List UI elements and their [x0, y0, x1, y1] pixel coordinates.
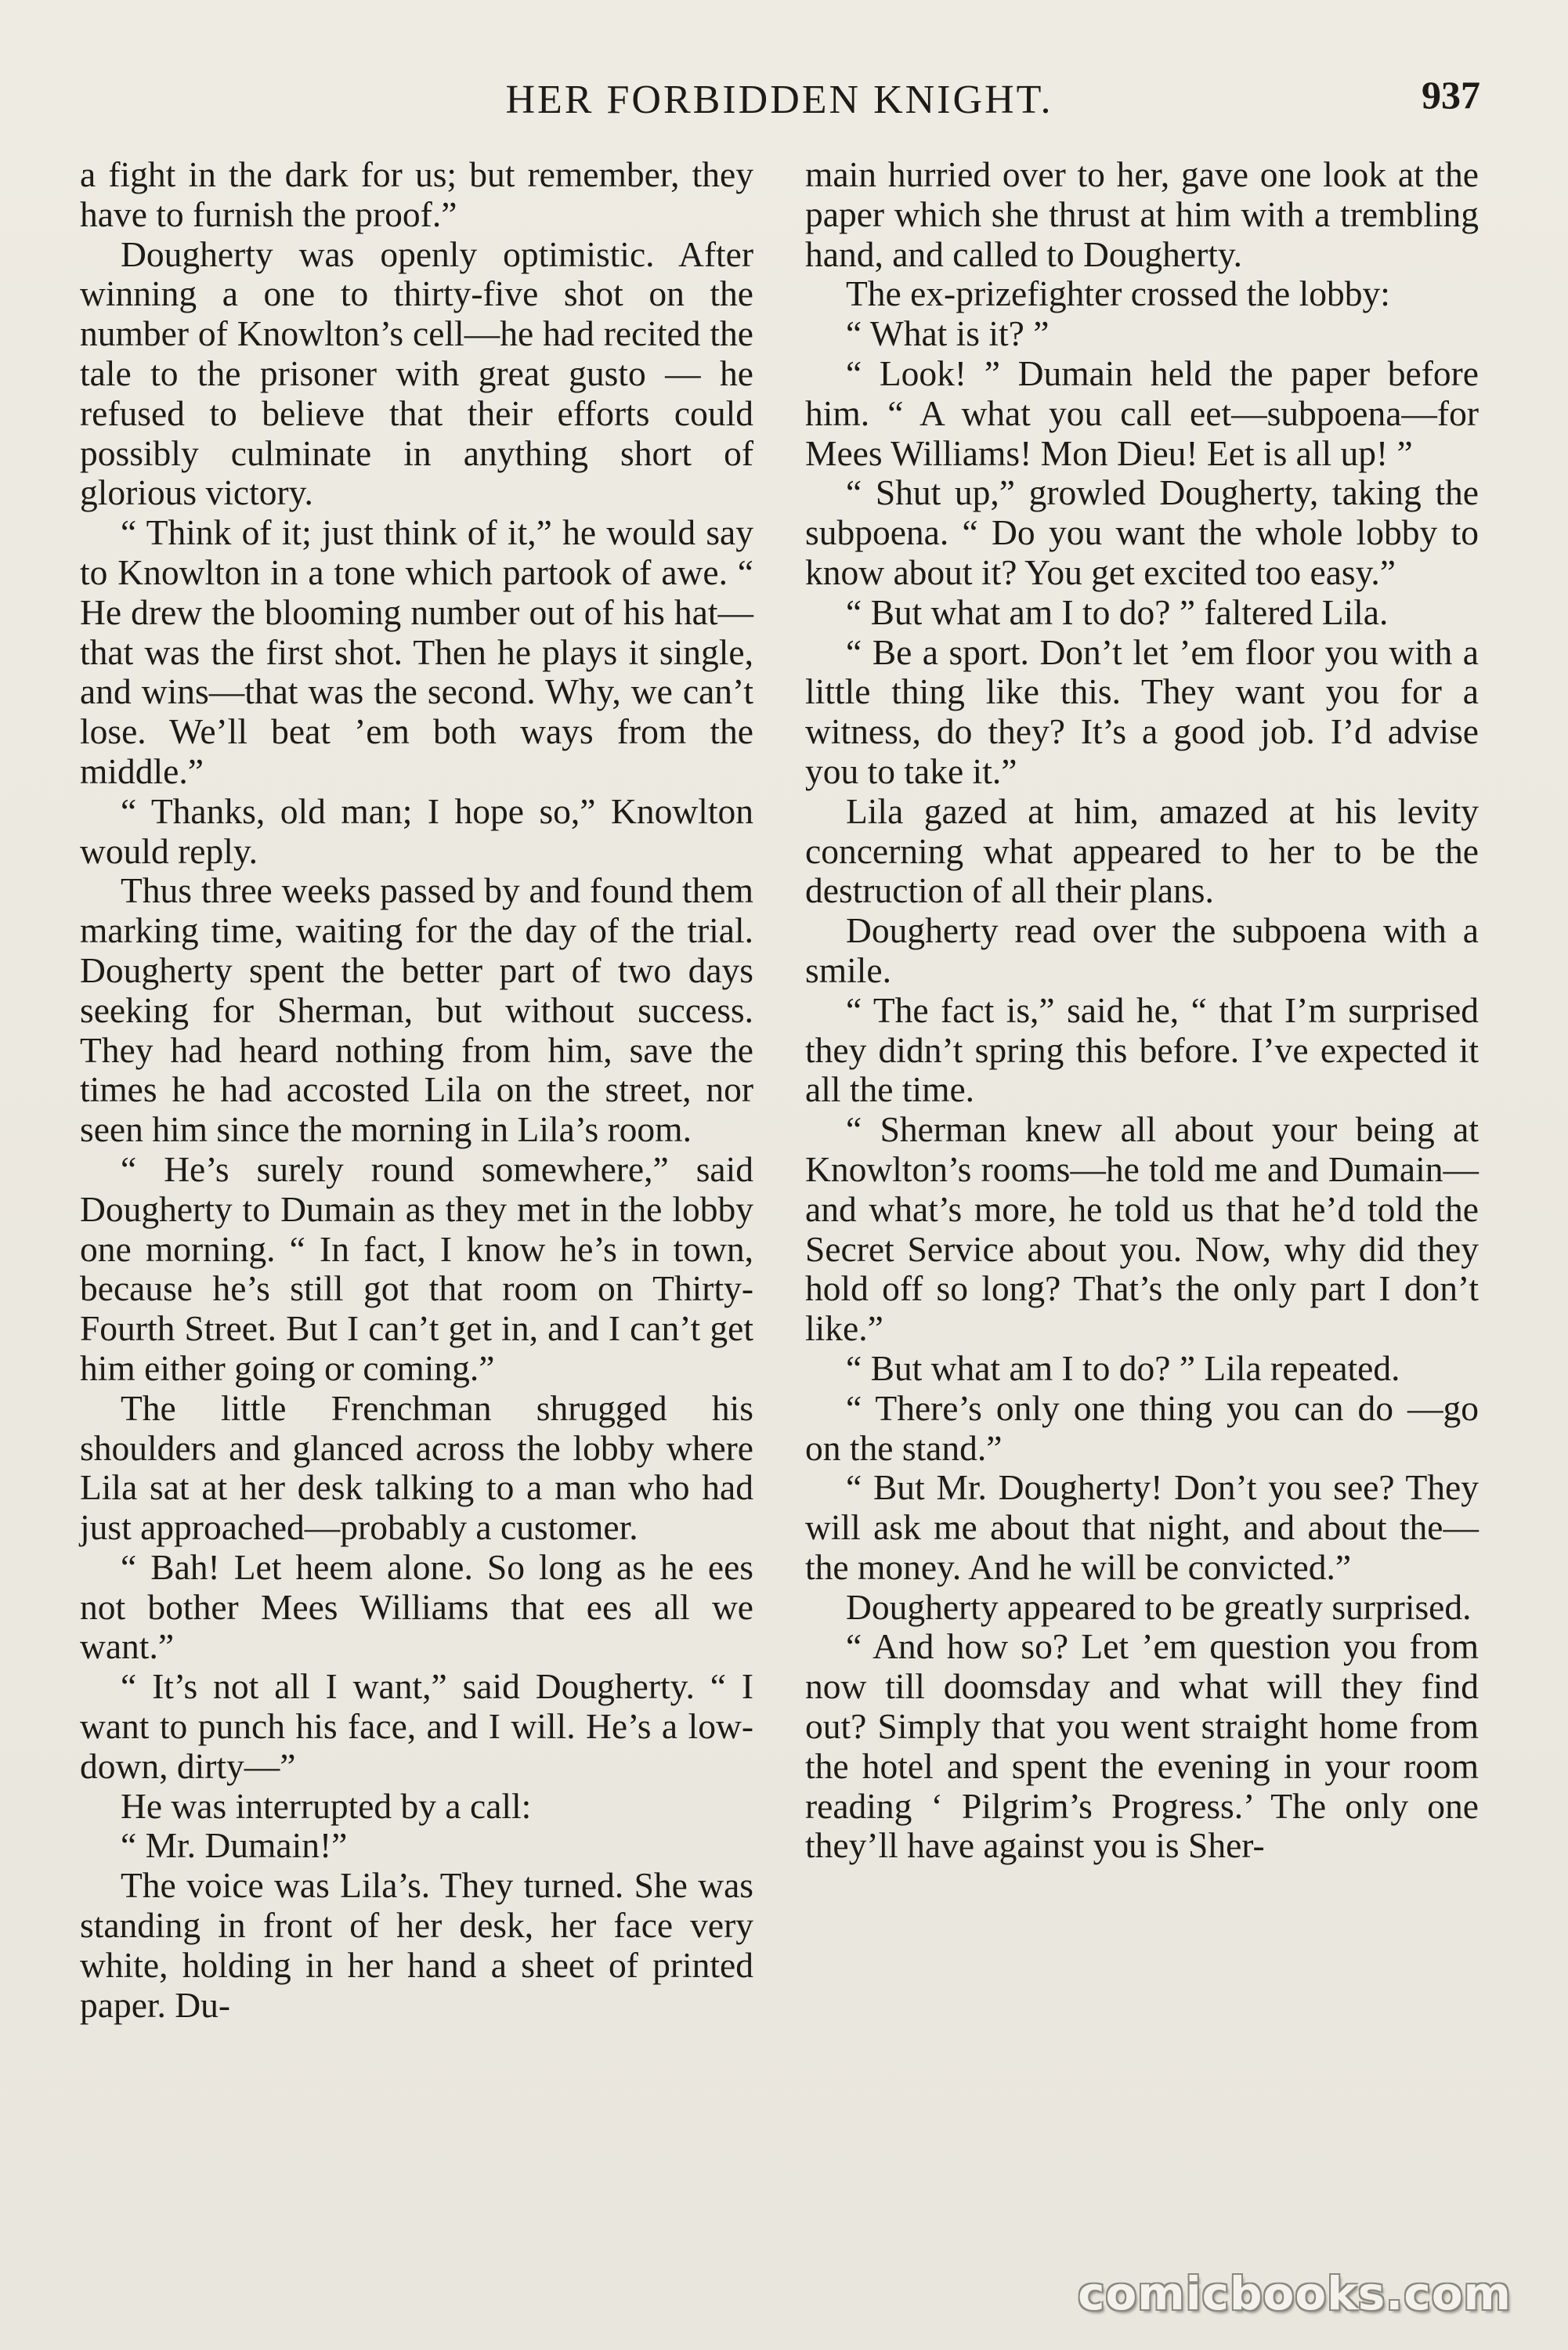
- paragraph: “ Bah! Let heem alone. So long as he ees not bother Mees Williams that ees all we want.”: [80, 1546, 753, 1667]
- paragraph: “ He’s surely round somewhere,” said Dougherty to Dumain as they met in the lobby one morning. “ In fact, I know he’s in town, because he’s still got that room on Thirty-Fourth Street. But I can’t get in, and I can’t get him either going or coming.”: [80, 1148, 753, 1388]
- paragraph: “ What is it? ”: [846, 313, 1050, 354]
- paragraph: “ The fact is,” said he, “ that I’m surprised they didn’t spring this before. I’ve expected it all the time.: [805, 989, 1479, 1110]
- paragraph: “ But what am I to do? ” faltered Lila.: [846, 591, 1389, 632]
- paragraph: “ Sherman knew all about your being at Knowlton’s rooms—he told me and Dumain—and what’s more, he told us that he’d told the Secret Service about you. Now, why did they hold off so long? That’s the only part I don’t like.”: [805, 1109, 1479, 1349]
- paragraph: Lila gazed at him, amazed at his levity concerning what appeared to her to be the destruction of all their plans.: [805, 790, 1479, 911]
- paragraph: The voice was Lila’s. They turned. She was standing in front of her desk, her face very white, holding in her hand a sheet of printed paper. Du-: [80, 1865, 753, 2025]
- running-head: [78, 72, 1480, 127]
- paragraph: “ Be a sport. Don’t let ’em floor you with a little thing like this. They want you for a witness, do they? It’s a good job. I’d advise you to take it.”: [805, 631, 1479, 791]
- paragraph: “ There’s only one thing you can do —go on the stand.”: [805, 1387, 1479, 1468]
- paragraph: “ Look! ” Dumain held the paper before him. “ A what you call eet—subpoena—for Mees Williams! Mon Dieu! Eet is all up! ”: [805, 352, 1479, 473]
- paragraph: “ Thanks, old man; I hope so,” Knowlton would reply.: [80, 790, 753, 871]
- paragraph: The ex-prizefighter crossed the lobby:: [846, 273, 1390, 314]
- right-column: [805, 155, 1479, 1866]
- paragraph: The little Frenchman shrugged his shoulders and glanced across the lobby where Lila sat at her desk talking to a man who had just approached—probably a customer.: [80, 1387, 753, 1548]
- paragraph: “ Mr. Dumain!”: [121, 1825, 348, 1866]
- paragraph: “ It’s not all I want,” said Dougherty. “ I want to punch his face, and I will. He’s a low-down, dirty—”: [80, 1666, 753, 1786]
- left-column: [80, 155, 753, 2025]
- paragraph: Dougherty was openly optimistic. After winning a one to thirty-five shot on the number of Knowlton’s cell—he had recited the tale to the prisoner with great gusto — he refused to believe that their efforts could possibly culminate in anything short of glorious victory.: [80, 233, 753, 513]
- paragraph: Thus three weeks passed by and found them marking time, waiting for the day of the trial. Dougherty spent the better part of two days seeking for Sherman, but without success. They had heard nothing from him, save the times he had accosted Lila on the street, nor seen him since the morning in Lila’s room.: [80, 870, 753, 1150]
- paragraph: He was interrupted by a call:: [121, 1785, 532, 1826]
- paragraph: “ But what am I to do? ” Lila repeated.: [846, 1347, 1400, 1388]
- site-watermark: comicbooks.com: [1078, 2267, 1512, 2320]
- running-title: HER FORBIDDEN KNIGHT.: [505, 78, 1053, 122]
- paragraph: “ And how so? Let ’em question you from now till doomsday and what will they find out? Simply that you went straight home from the hotel and spent the evening in your room reading ‘ Pilgrim’s Progress.’ The only one they’ll have against you is Sher-: [805, 1626, 1479, 1866]
- paragraph: a fight in the dark for us; but remember, they have to furnish the proof.”: [80, 154, 753, 234]
- paragraph: “ Shut up,” growled Dougherty, taking the subpoena. “ Do you want the whole lobby to know about it? You get excited too easy.”: [805, 472, 1479, 592]
- paragraph: Dougherty read over the subpoena with a smile.: [805, 910, 1479, 990]
- paragraph: Dougherty appeared to be greatly surprised.: [846, 1586, 1472, 1627]
- page-number: 937: [1422, 73, 1480, 117]
- paragraph: main hurried over to her, gave one look at the paper which she thrust at him with a trembling hand, and called to Dougherty.: [805, 154, 1479, 274]
- paragraph: “ But Mr. Dougherty! Don’t you see? They will ask me about that night, and about the—the money. And he will be convicted.”: [805, 1467, 1479, 1587]
- paragraph: “ Think of it; just think of it,” he would say to Knowlton in a tone which partook of awe. “ He drew the blooming number out of his hat—that was the first shot. Then he plays it single, and wins—that was the second. Why, we can’t lose. We’ll beat ’em both ways from the middle.”: [80, 512, 753, 791]
